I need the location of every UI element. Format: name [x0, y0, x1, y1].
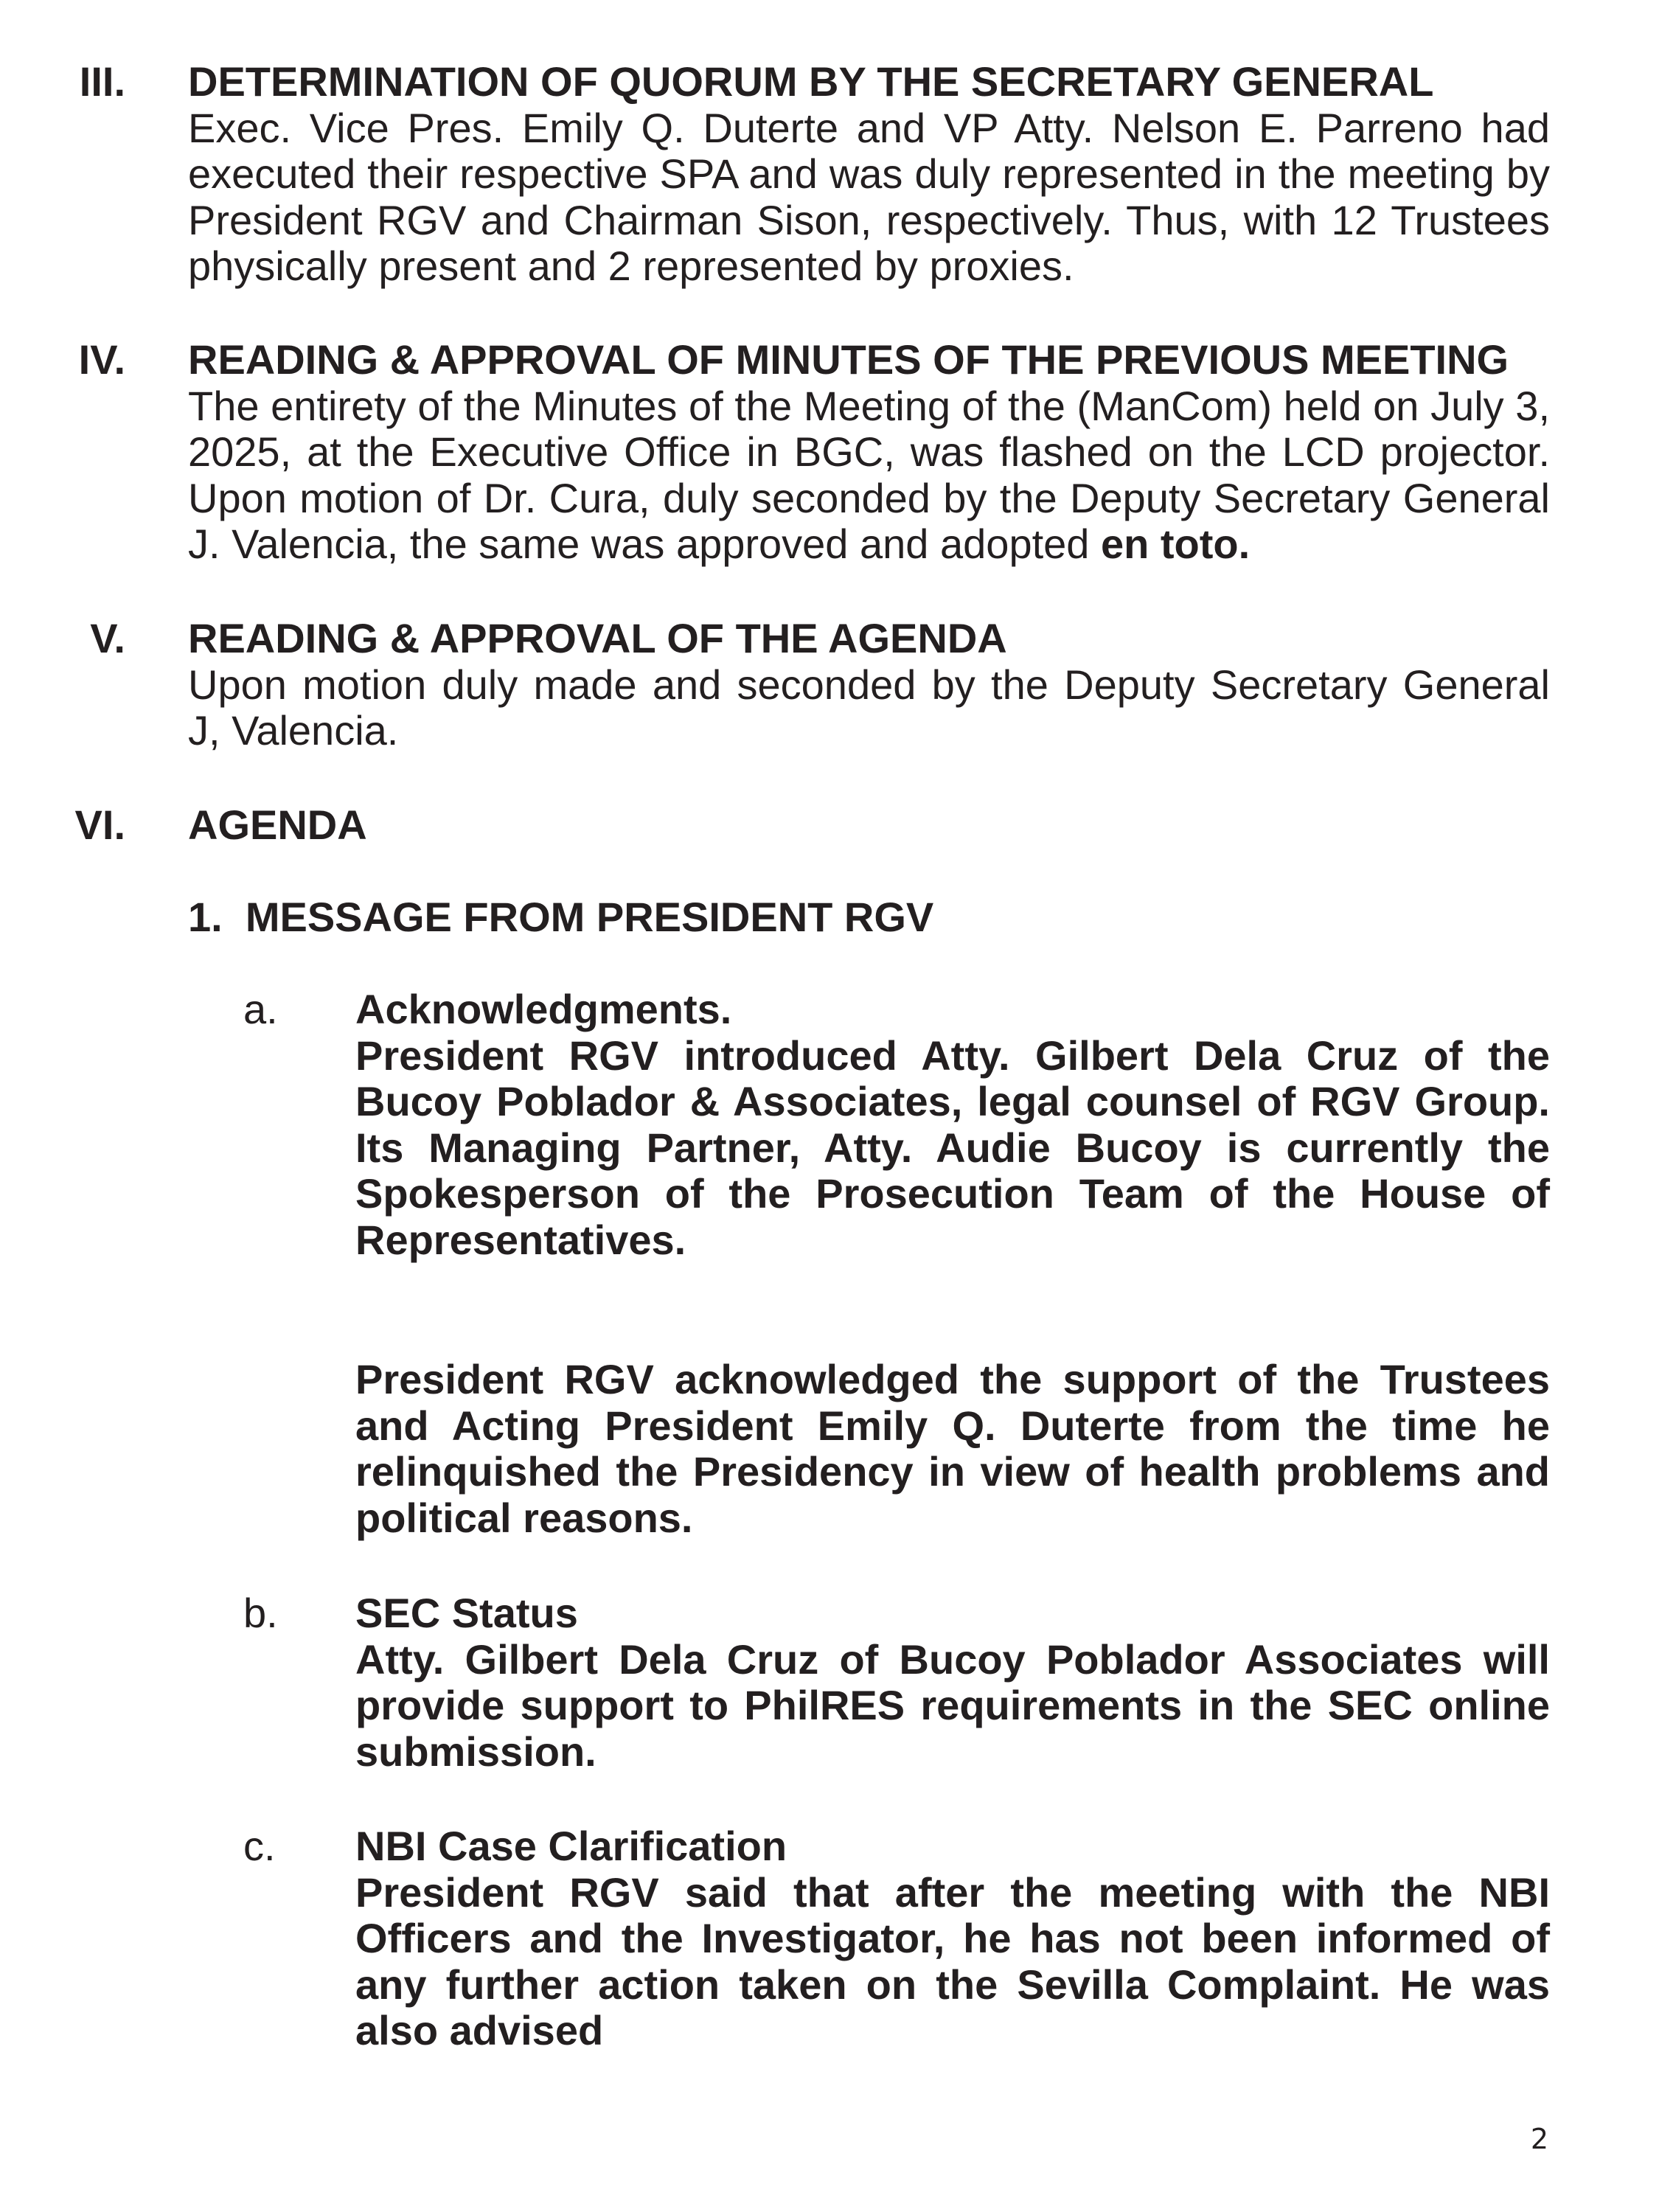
- subitem-letter: c.: [243, 1823, 276, 1869]
- subitem-c: [355, 1823, 1550, 2054]
- section-content: [188, 616, 1550, 754]
- section-heading: DETERMINATION OF QUORUM BY THE SECRETARY GENERAL: [188, 58, 1434, 105]
- section-body: Exec. Vice Pres. Emily Q. Duterte and VP Atty. Nelson E. Parreno had executed their respective SPA and was duly represented in the meeting by President RGV and Chairman Sison, respectively. Thus, with 12 Trustees physically present and 2 represented by proxies.: [188, 104, 1550, 289]
- section-numeral: V.: [90, 615, 125, 661]
- agenda-item-1: 1. MESSAGE FROM PRESIDENT RGV: [188, 894, 934, 940]
- subitem-letter: a.: [243, 986, 278, 1032]
- subitem-paragraph: President RGV introduced Atty. Gilbert Dela Cruz of the Bucoy Poblador & Associates, legal counsel of RGV Group. Its Managing Partner, Atty. Audie Bucoy is currently the Spokesperson of the Prosecution Team of the House of Representatives.: [355, 1032, 1550, 1263]
- section-heading: AGENDA: [188, 801, 367, 848]
- section-heading: READING & APPROVAL OF MINUTES OF THE PREVIOUS MEETING: [188, 336, 1509, 383]
- subitem-letter: b.: [243, 1590, 278, 1636]
- subitem-a-continued: [355, 1357, 1550, 1541]
- subitem-paragraph: President RGV acknowledged the support of the Trustees and Acting President Emily Q. Duterte from the time he relinquished the Presidency in view of health problems and political reasons.: [355, 1356, 1550, 1541]
- section-body: [188, 383, 1550, 568]
- page-number: 2: [1530, 2123, 1548, 2155]
- section-content: [188, 337, 1550, 568]
- subitem-paragraph: Atty. Gilbert Dela Cruz of Bucoy Poblador Associates will provide support to PhilRES requirements in the SEC online submission.: [355, 1635, 1550, 1775]
- subitem-paragraph: President RGV said that after the meeting with the NBI Officers and the Investigator, he has not been informed of any further action taken on the Sevilla Complaint. He was also advised: [355, 1868, 1550, 2053]
- section-numeral: VI.: [74, 801, 125, 848]
- subitem-title: NBI Case Clarification: [355, 1823, 787, 1869]
- section-body-text: The entirety of the Minutes of the Meeting of the (ManCom) held on July 3, 2025, at the Executive Office in BGC, was flashed on the LCD projector. Upon motion of Dr. Cura, duly seconded by the Deputy Secretary General J. Valencia, the same was approved and adopted: [188, 382, 1550, 567]
- subitem-title: SEC Status: [355, 1590, 578, 1636]
- subitem-title: Acknowledgments.: [355, 986, 732, 1032]
- subitem-b: [355, 1590, 1550, 1775]
- section-numeral: III.: [79, 58, 125, 105]
- section-body: Upon motion duly made and seconded by the Deputy Secretary General J, Valencia.: [188, 661, 1550, 754]
- section-content: [188, 59, 1550, 290]
- section-body-bold: en toto.: [1101, 521, 1251, 567]
- section-content: [188, 802, 1550, 849]
- section-numeral: IV.: [78, 336, 125, 383]
- section-heading: READING & APPROVAL OF THE AGENDA: [188, 615, 1007, 661]
- subitem-a: [355, 987, 1550, 1263]
